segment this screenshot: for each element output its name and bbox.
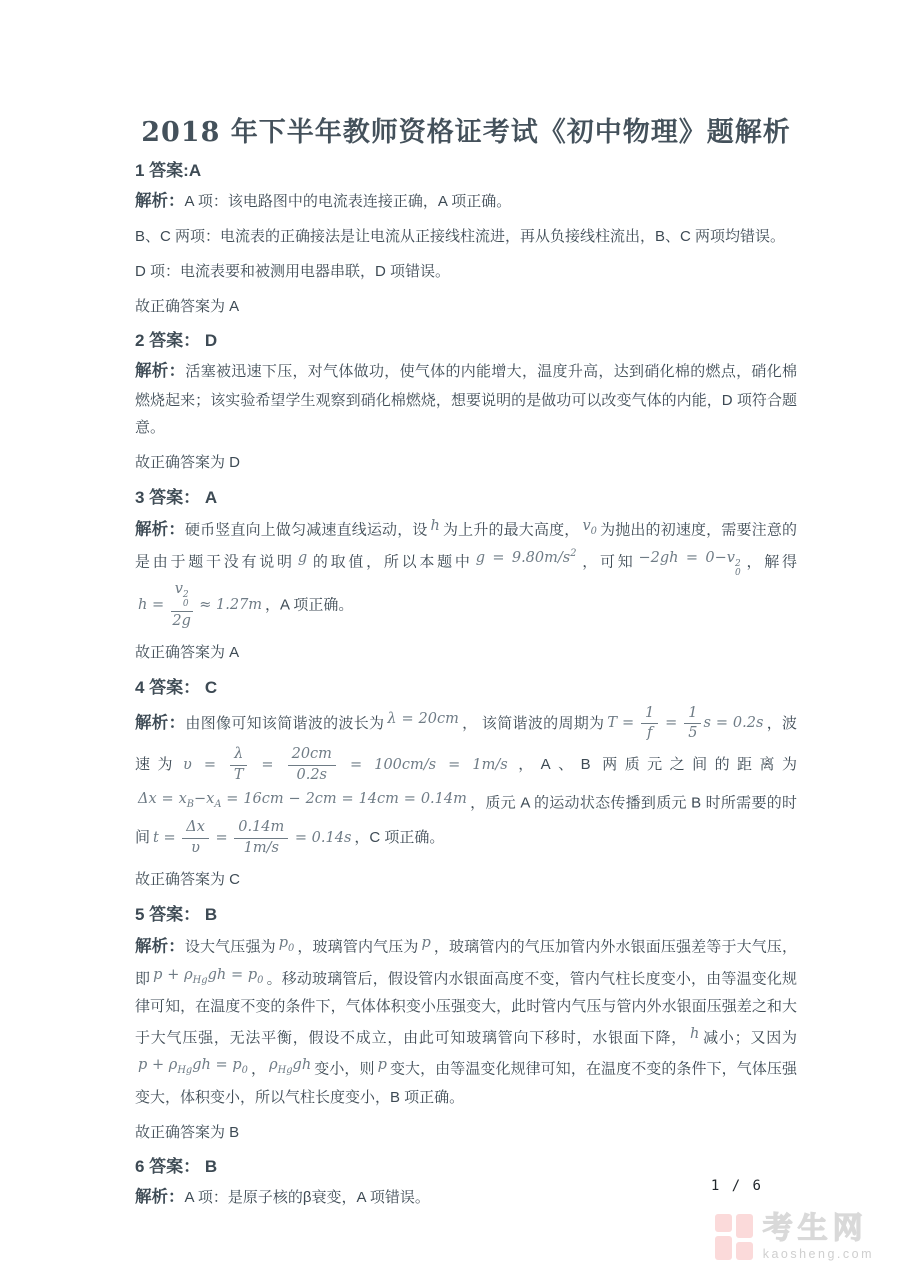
formula: t = $\frac{\Delta x}{\upsilon}$ = $\frac{0.14m}{1m/s}$ = 0.14s	[153, 819, 352, 856]
formula: $p + \rho_{Hg}gh = p_0$	[138, 1057, 248, 1077]
answer-heading: 3 答案： A	[135, 487, 218, 507]
text-run: 变小，则	[314, 1061, 375, 1079]
text-run: ，质元 A 的运动状态传播到质元 B 时所需要的时间	[135, 794, 797, 847]
answer-heading: 5 答案： B	[135, 904, 218, 924]
analysis-paragraph	[135, 186, 797, 217]
text-run: ，玻璃管内的气压加管内外水银面压强差等于大气压，即	[135, 938, 797, 988]
text-run: ，A 项正确。	[265, 596, 354, 614]
answer-heading: 2 答案： D	[135, 331, 218, 351]
analysis-paragraph	[135, 449, 797, 477]
text-run: B、C 两项：电流表的正确接法是让电流从正接线柱流进，再从负接线柱流出，B、C 两项均错误。	[135, 228, 786, 246]
text-run: 故正确答案为 C	[135, 871, 241, 889]
text-run: 由图像可知该简谐波的波长为	[185, 714, 385, 732]
formula: p	[377, 1057, 387, 1074]
text-run: ，解得	[743, 553, 797, 571]
text-run: ，可知	[579, 553, 636, 571]
formula: $v_0$	[582, 517, 597, 537]
text-run: 为上升的最大高度，	[442, 521, 580, 539]
text-run: ，波速为	[135, 714, 797, 774]
formula: $\rho_{Hg}gh$	[269, 1057, 312, 1077]
analysis-paragraph	[135, 223, 797, 251]
analysis-paragraph	[135, 356, 797, 442]
analysis-label: 解析：	[135, 713, 186, 732]
logo-block-icon	[736, 1242, 753, 1260]
analysis-paragraph	[135, 1182, 797, 1213]
text-run: ，C 项正确。	[354, 829, 445, 847]
text-run: 设大气压强为	[184, 938, 276, 956]
page-title: 2018 年下半年教师资格证考试《初中物理》题解析	[141, 117, 791, 148]
analysis-paragraph	[135, 1119, 797, 1147]
analysis-paragraph	[135, 293, 797, 321]
formula: h = v 2 0 2g ≈ 1.27m	[138, 580, 263, 629]
logo-name: 考生网	[762, 1212, 868, 1245]
text-run: ，玻璃管内气压为	[297, 938, 419, 956]
text-run: 减小；又因为	[702, 1029, 797, 1047]
formula: $p_0$	[278, 934, 295, 954]
analysis-paragraph	[135, 703, 797, 860]
text-run: 。移动玻璃管后，假设管内水银面高度不变，管内气柱长度变小，由等温变化规律可知，在温度不变的条件下，气体体积变小压强变大，此时管内气压与管内外水银面压强差之和大于大气压强，无法平衡，假设不成立，由此可知玻璃管向下移时，水银面下降，	[135, 970, 797, 1047]
text-run: 活塞被迅速下压，对气体做功，使气体的内能增大，温度升高，达到硝化棉的燃点，硝化棉燃烧起来；该实验希望学生观察到硝化棉燃烧，想要说明的是做功可以改变气体的内能，D 项符合题意。	[135, 363, 798, 437]
page-number: 1 / 6	[710, 1178, 763, 1194]
text-run: A 项：该电路图中的电流表连接正确，A 项正确。	[184, 192, 512, 210]
answer-heading: 4 答案： C	[135, 677, 218, 697]
analysis-label: 解析：	[135, 191, 185, 210]
formula: g	[297, 549, 308, 566]
formula: h	[690, 1026, 700, 1043]
analysis-paragraph	[135, 639, 797, 667]
logo-block-icon	[715, 1214, 732, 1232]
logo-block-icon	[715, 1236, 732, 1260]
formula: −2gh = 0−v 2 0	[638, 549, 741, 579]
text-run: A 项：是原子核的β衰变，A 项错误。	[184, 1189, 430, 1207]
formula: p	[421, 934, 431, 951]
analysis-label: 解析：	[135, 937, 185, 956]
document-body	[135, 159, 797, 1213]
text-run: 故正确答案为 B	[135, 1123, 240, 1141]
analysis-paragraph	[135, 930, 797, 1112]
text-run: 变大，由等温变化规律可知，在温度不变的条件下，气体压强变大，体积变小，所以气柱长度变小，B 项正确。	[135, 1061, 797, 1106]
answer-heading: 1 答案:A	[135, 160, 202, 180]
formula: $\Delta x = x_B-x_A = 16cm - 2cm = 14cm = 0.14m$	[138, 791, 467, 810]
formula: λ = 20cm	[387, 710, 459, 727]
analysis-label: 解析：	[135, 362, 186, 381]
analysis-paragraph	[135, 513, 797, 632]
text-run: ，	[250, 1061, 267, 1079]
text-run: 故正确答案为 A	[135, 643, 240, 661]
text-run: D 项：电流表要和被测用电器串联，D 项错误。	[135, 262, 451, 280]
formula: h	[430, 517, 440, 534]
text-run: 故正确答案为 A	[135, 297, 240, 315]
kaosheng-logo-icon	[715, 1214, 754, 1260]
analysis-label: 解析：	[135, 520, 185, 539]
text-run: 硬币竖直向上做匀减速直线运动，设	[184, 521, 428, 539]
formula: υ = $\frac{\lambda}{T}$ = $\frac{20cm}{0.2s}$ = 100cm/s = 1m/s	[182, 746, 508, 783]
formula: T = $\frac{1}{f}$ = $\frac{1}{5}$ s = 0.2s	[607, 704, 764, 741]
formula: $p + \rho_{Hg}gh = p_0$	[153, 966, 264, 986]
kaosheng-logo-text	[763, 1214, 874, 1261]
logo-domain: kaosheng.com	[762, 1247, 874, 1261]
analysis-paragraph	[135, 866, 797, 894]
text-run: 为抛出的初速度，需要注意的是由于题干没有说明	[135, 521, 797, 571]
kaosheng-logo	[715, 1214, 874, 1261]
text-run: ， 该简谐波的周期为	[461, 714, 605, 732]
analysis-label: 解析：	[135, 1188, 185, 1207]
logo-block-icon	[736, 1214, 753, 1238]
text-run: 故正确答案为 D	[135, 454, 241, 472]
analysis-paragraph	[135, 258, 797, 286]
text-run: 的取值，所以本题中	[310, 553, 473, 571]
text-run: ，A、B 两质元之间的距离为	[510, 756, 797, 774]
formula: $g = 9.80m/s^2$	[475, 547, 577, 566]
answer-heading: 6 答案： B	[135, 1157, 218, 1177]
document-content	[135, 116, 797, 1220]
